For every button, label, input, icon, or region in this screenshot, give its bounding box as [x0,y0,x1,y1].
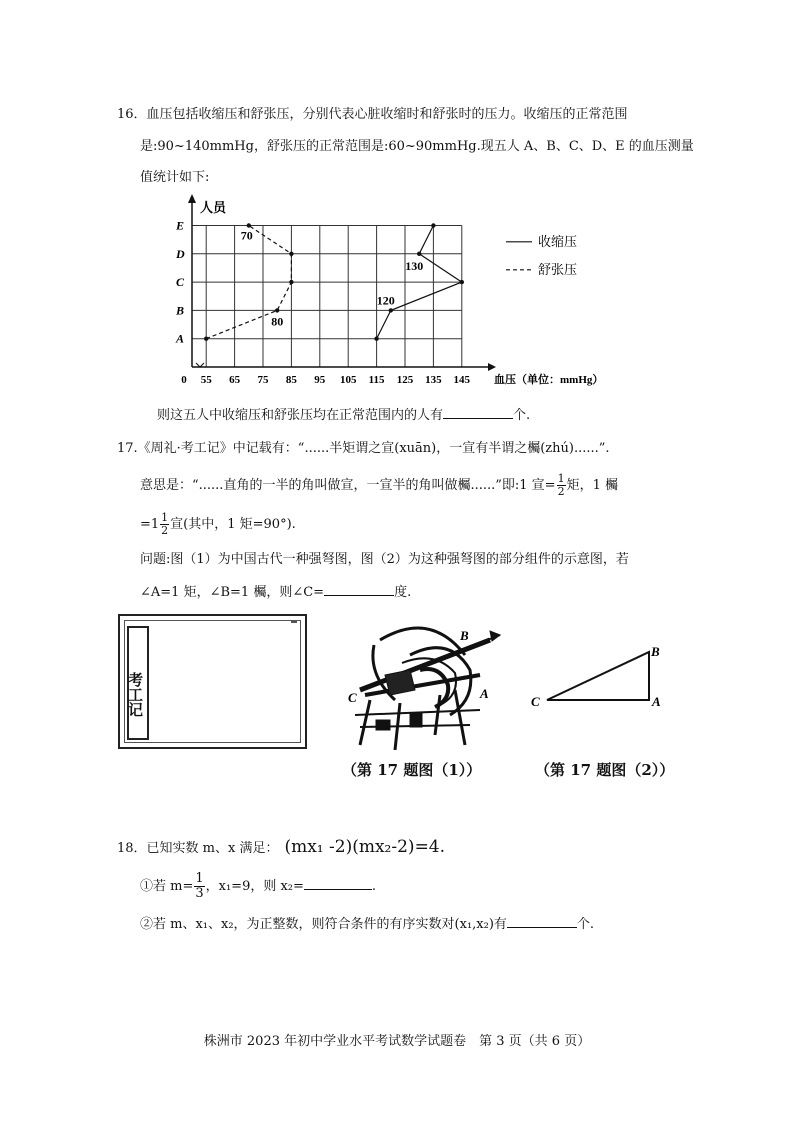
x-tick-label: 65 [229,374,241,386]
q17-fraction-half-2 [160,512,169,537]
data-point [289,280,293,284]
q17-line-4: 问题:图（1）为中国古代一种强弩图，图（2）为这种强弩图的部分组件的示意图，若 [140,552,629,567]
data-point [247,223,251,227]
q16-question-end: 个. [513,408,531,423]
q17-fraction-half [557,473,566,498]
q16-question-text: 则这五人中收缩压和舒张压均在正常范围内的人有 [157,408,444,423]
data-label: 70 [240,228,253,243]
x-tick-label: 0 [181,374,187,386]
x-tick-label: 145 [453,374,471,386]
q17-line-5 [140,581,411,600]
x-tick-label: 85 [285,374,297,386]
q16-question [157,404,530,423]
q18-part-2-end: 个. [576,917,595,932]
q18-part-1 [140,872,376,901]
frac-den: 2 [557,485,565,498]
book-mark [291,621,297,623]
data-point [204,337,208,341]
q18-part-1-end: . [371,879,377,894]
kaogongji-book-image [118,614,307,749]
q18-equation: (mx₁ -2)(mx₂-2)=4. [284,837,446,857]
crossbow-figure [340,615,505,755]
q17-line-3-text: =1 [140,517,160,532]
data-point [289,252,293,256]
q16-answer-blank[interactable] [443,406,513,419]
q18-answer-blank-1[interactable] [304,877,372,890]
q17-line-3-end: 宣(其中，1 矩=90°). [170,517,296,532]
data-point [417,252,421,256]
triangle-abc [547,652,649,700]
q18-intro-text: 18．已知实数 m、x 满足： [117,841,279,856]
y-tick-label: B [176,303,185,318]
q17-line-2-mid: 矩，1 欘 [566,478,618,493]
q16-line-2: 是:90~140mmHg，舒张压的正常范围是:60~90mmHg.现五人 A、B、C、D、E 的血压测量 [140,139,694,154]
crossbow-drawing [355,628,500,750]
x-tick-label: 55 [200,374,212,386]
x-tick-label: 95 [314,374,326,386]
fig2-label-b: B [651,644,660,659]
y-axis-label: 人员 [200,200,227,215]
data-point [275,308,279,312]
q17-line-1: 17.《周礼·考工记》中记载有：“......半矩谓之宣(xuān)，一宣有半谓之欘(zhú)......”. [117,441,610,456]
book-title: 考工记 [127,626,149,740]
fig2-caption: （第 17 题图（2）） [535,761,675,779]
data-label: 130 [405,258,424,273]
q18-part-2-text: ②若 m、x₁、x₂，为正整数，则符合条件的有序实数对(x₁,x₂)有 [140,917,507,932]
data-point [374,337,378,341]
frac-num: 1 [557,472,565,485]
q17-line-5-text: ∠A=1 矩，∠B=1 欘，则∠C= [140,585,325,600]
q18-intro [117,837,445,857]
x-tick-label: 125 [396,374,414,386]
frac-num: 1 [195,871,204,886]
q17-line-2 [140,473,618,498]
fig1-label-b: B [460,628,469,643]
q16-line-3: 值统计如下: [140,170,210,185]
data-point [389,308,393,312]
y-tick-label: C [176,275,185,290]
x-tick-label: 135 [425,374,442,386]
q18-answer-blank-2[interactable] [507,915,577,928]
y-axis-arrow [188,194,196,203]
fig1-caption: （第 17 题图（1）） [342,761,482,779]
q17-line-2-text: 意思是：“......直角的一半的角叫做宣，一宣半的角叫做欘......”即:1 宣= [140,478,556,493]
q17-line-5-end: 度. [394,585,412,600]
fig2-label-c: C [531,694,540,709]
legend-label: 舒张压 [538,261,578,277]
x-axis-arrow [488,363,496,371]
data-label: 120 [376,293,395,308]
data-point [431,223,435,227]
q18-part-2 [140,913,594,932]
triangle-figure [525,640,670,715]
blood-pressure-chart [140,190,630,395]
fig1-label-a: A [480,686,489,701]
frac-num: 1 [161,511,169,524]
q16-line-1: 16．血压包括收缩压和舒张压，分别代表心脏收缩时和舒张时的压力。收缩压的正常范围 [117,107,628,122]
q18-part-1-mid: ，x₁=9，则 x₂= [205,879,304,894]
fig2-label-a: A [652,694,661,709]
q18-fraction-third [194,872,204,901]
data-label: 80 [271,314,284,329]
q18-part-1-text: ①若 m= [140,879,194,894]
frac-den: 2 [161,524,169,537]
q17-line-3 [140,512,296,537]
frac-den: 3 [195,886,204,901]
x-tick-label: 105 [339,374,357,386]
y-tick-label: A [176,331,185,346]
y-tick-label: D [176,246,185,261]
y-tick-label: E [176,218,185,233]
x-tick-label: 115 [368,374,385,386]
fig1-label-c: C [348,690,357,705]
legend-label: 收缩压 [538,233,578,249]
q17-answer-blank[interactable] [324,583,394,596]
x-axis-label: 血压（单位：mmHg） [494,374,604,386]
page-footer: 株洲市 2023 年初中学业水平考试数学试题卷 第 3 页（共 6 页） [203,1034,591,1049]
data-point [460,280,464,284]
x-tick-label: 75 [257,374,269,386]
